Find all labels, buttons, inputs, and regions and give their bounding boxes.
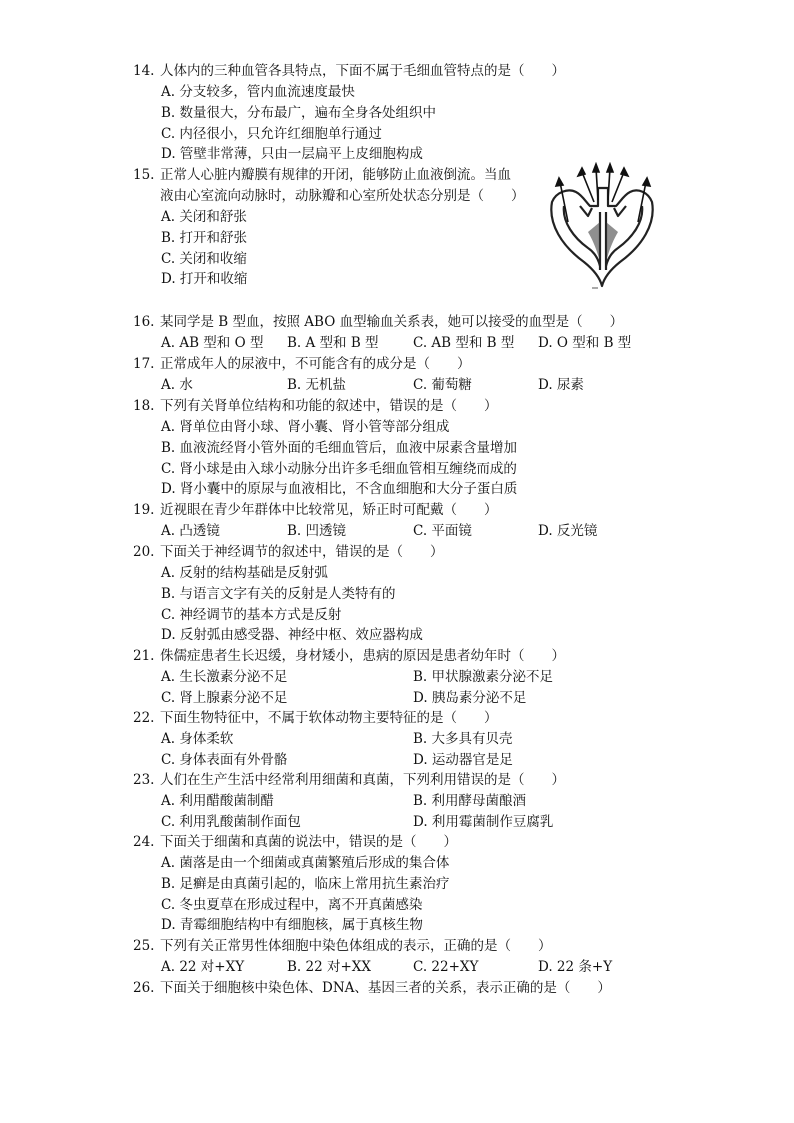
question-stem: 人体内的三种血管各具特点，下面不属于毛细血管特点的是（ ） <box>160 63 565 79</box>
question-number: 22. <box>133 710 155 726</box>
question-stem: 下列有关肾单位结构和功能的叙述中，错误的是（ ） <box>160 398 498 414</box>
question-number: 25. <box>133 938 155 954</box>
option-d: D. 反射弧由感受器、神经中枢、效应器构成 <box>161 627 423 644</box>
question-24-options <box>161 853 450 936</box>
question-stem: 下面关于细菌和真菌的说法中，错误的是（ ） <box>160 834 457 850</box>
option-c: C. 22+XY <box>413 959 479 975</box>
option-a: A. 利用醋酸菌制醋 <box>161 793 274 809</box>
option-d: D. 肾小囊中的原尿与血液相比，不含血细胞和大分子蛋白质 <box>161 481 518 498</box>
option-a: A. 生长激素分泌不足 <box>161 669 288 685</box>
question-17 <box>133 354 471 375</box>
question-stem: 侏儒症患者生长迟缓，身材矮小，患病的原因是患者幼年时（ ） <box>160 648 565 664</box>
option-a: A. 分支较多，管内血流速度最快 <box>161 84 355 100</box>
heart-valve-diagram <box>544 162 662 290</box>
option-b: B. 数量很大，分布最广，遍布全身各处组织中 <box>161 104 437 121</box>
question-22 <box>133 708 498 729</box>
question-number: 19. <box>133 502 155 518</box>
option-d: D. 胰岛素分泌不足 <box>413 689 527 706</box>
option-c: C. 神经调节的基本方式是反射 <box>161 606 342 623</box>
option-c: C. 冬虫夏草在形成过程中，离不开真菌感染 <box>161 896 423 913</box>
option-b: B. 凹透镜 <box>287 523 347 539</box>
question-18 <box>133 396 498 417</box>
question-15-options <box>161 207 247 290</box>
option-b: B. 与语言文字有关的反射是人类特有的 <box>161 585 396 602</box>
option-c: C. 内径很小，只允许红细胞单行通过 <box>161 125 382 142</box>
question-number: 14. <box>133 63 155 79</box>
question-20 <box>133 542 444 563</box>
option-d: D. 管壁非常薄，只由一层扁平上皮细胞构成 <box>161 146 423 163</box>
option-c: C. 利用乳酸菌制作面包 <box>161 813 301 830</box>
option-d: D. 运动器官是足 <box>413 751 513 768</box>
option-d: D. 打开和收缩 <box>161 271 248 288</box>
question-26 <box>133 978 611 999</box>
option-b: B. 利用酵母菌酿酒 <box>413 793 527 809</box>
option-b: B. 无机盐 <box>287 377 347 393</box>
question-number: 16. <box>133 314 155 330</box>
question-15 <box>133 165 525 207</box>
question-number: 26. <box>133 980 155 996</box>
question-stem: 下面关于神经调节的叙述中，错误的是（ ） <box>160 544 444 560</box>
option-d: D. 反光镜 <box>538 523 598 539</box>
option-b: B. 22 对+XX <box>287 959 372 975</box>
option-c: C. 关闭和收缩 <box>161 250 247 267</box>
question-stem: 正常人心脏内瓣膜有规律的开闭，能够防止血液倒流。当血 <box>160 167 511 183</box>
option-a: A. 水 <box>161 377 193 393</box>
option-a: A. 肾单位由肾小球、肾小囊、肾小管等部分组成 <box>161 419 450 435</box>
option-a: A. 22 对+XY <box>161 959 245 975</box>
option-b: B. 大多具有贝壳 <box>413 731 513 747</box>
option-d: D. 利用霉菌制作豆腐乳 <box>413 813 554 830</box>
option-a: A. AB 型和 O 型 <box>161 335 264 351</box>
question-number: 21. <box>133 648 155 664</box>
question-number: 23. <box>133 772 155 788</box>
heart-outer-outline <box>551 188 652 286</box>
option-b: B. 足癣是由真菌引起的，临床上常用抗生素治疗 <box>161 875 450 892</box>
question-23 <box>133 770 565 791</box>
question-14 <box>133 61 565 82</box>
option-b: B. A 型和 B 型 <box>287 335 379 351</box>
option-a: A. 菌落是由一个细菌或真菌繁殖后形成的集合体 <box>161 855 450 871</box>
option-b: B. 甲状腺激素分泌不足 <box>413 669 554 685</box>
question-25 <box>133 936 552 957</box>
question-stem: 下面关于细胞核中染色体、DNA、基因三者的关系，表示正确的是（ ） <box>160 980 611 996</box>
option-d: D. 22 条+Y <box>538 959 613 975</box>
question-19 <box>133 500 498 521</box>
septum <box>600 212 606 270</box>
option-c: C. 身体表面有外骨骼 <box>161 751 288 768</box>
question-number: 15. <box>133 167 155 183</box>
option-a: A. 凸透镜 <box>161 523 220 539</box>
option-d: D. O 型和 B 型 <box>538 335 632 351</box>
question-number: 20. <box>133 544 155 560</box>
question-stem-continued: 液由心室流向动脉时，动脉瓣和心室所处状态分别是（ ） <box>160 187 525 204</box>
question-stem: 近视眼在青少年群体中比较常见，矫正时可配戴（ ） <box>160 502 498 518</box>
option-c: C. AB 型和 B 型 <box>413 335 515 351</box>
question-18-options <box>161 417 517 500</box>
question-16 <box>133 312 623 333</box>
question-number: 17. <box>133 356 155 372</box>
option-a: A. 反射的结构基础是反射弧 <box>161 565 328 581</box>
option-d: D. 青霉细胞结构中有细胞核，属于真核生物 <box>161 917 423 934</box>
question-stem: 正常成年人的尿液中，不可能含有的成分是（ ） <box>160 356 471 372</box>
option-b: B. 血液流经肾小管外面的毛细血管后，血液中尿素含量增加 <box>161 439 518 456</box>
valve-right <box>614 206 626 216</box>
question-20-options <box>161 563 423 646</box>
option-b: B. 打开和舒张 <box>161 229 248 246</box>
valve-left <box>580 206 592 216</box>
option-c: C. 肾小球是由入球小动脉分出许多毛细血管相互缠绕而成的 <box>161 460 517 477</box>
question-21 <box>133 646 565 667</box>
option-a: A. 身体柔软 <box>161 731 234 747</box>
question-stem: 某同学是 B 型血，按照 ABO 血型输血关系表，她可以接受的血型是（ ） <box>160 314 624 330</box>
question-stem: 人们在生产生活中经常利用细菌和真菌，下列利用错误的是（ ） <box>160 772 565 788</box>
question-14-options <box>161 82 436 165</box>
option-c: C. 肾上腺素分泌不足 <box>161 689 288 706</box>
option-d: D. 尿素 <box>538 377 584 393</box>
question-number: 18. <box>133 398 155 414</box>
question-number: 24. <box>133 834 155 850</box>
option-a: A. 关闭和舒张 <box>161 209 247 225</box>
question-stem: 下面生物特征中，不属于软体动物主要特征的是（ ） <box>160 710 498 726</box>
option-c: C. 平面镜 <box>413 523 472 539</box>
option-c: C. 葡萄糖 <box>413 377 472 393</box>
question-stem: 下列有关正常男性体细胞中染色体组成的表示，正确的是（ ） <box>160 938 552 954</box>
question-24 <box>133 832 457 853</box>
